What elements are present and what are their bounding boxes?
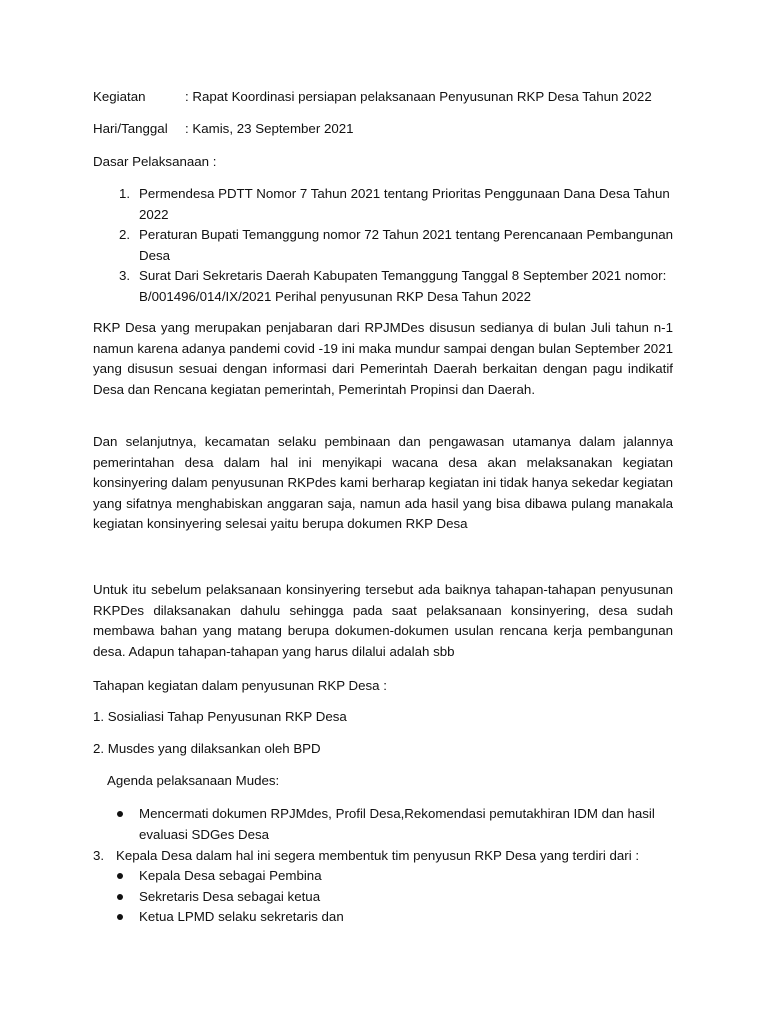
list-number: 2.: [119, 227, 131, 242]
tim-list: [93, 866, 673, 928]
paragraph-2: Dan selanjutnya, kecamatan selaku pembinaan dan pengawasan utamanya dalam jalannya pemerintahan desa dalam hal ini menyikapi wacana desa akan melaksanakan kegiatan konsinyering dalam penyusunan RKPdes kami berharap kegiatan ini tidak hanya sekedar kegiatan yang sifatnya menghabiskan anggaran saja, namun ada hasil yang bisa dibawa pulang manakala kegiatan konsinyering selesai yaitu berupa dokumen RKP Desa: [93, 434, 673, 531]
bullet-icon: [93, 866, 139, 887]
paragraph-1: RKP Desa yang merupakan penjabaran dari RPJMDes disusun sedianya di bulan Juli tahun n-1 namun karena adanya pandemi covid -19 ini maka mundur sampai dengan bulan September 2021 yang disusun sesuai dengan informasi dari Pemerintah Daerah berkaitan dengan pagu indikatif Desa dan Rencana kegiatan pemerintah, Pemerintah Propinsi dan Daerah.: [93, 320, 673, 397]
list-item: [93, 887, 673, 908]
dasar-list: [93, 184, 673, 307]
agenda-list: [93, 804, 673, 845]
list-item-text: Sekretaris Desa sebagai ketua: [139, 888, 321, 904]
tahapan-heading: Tahapan kegiatan dalam penyusunan RKP Desa :: [93, 678, 387, 693]
bullet-icon: [93, 887, 139, 908]
list-item: [93, 266, 673, 307]
dasar-heading: Dasar Pelaksanaan :: [93, 154, 217, 169]
list-item: [93, 184, 673, 225]
list-item-text: Ketua LPMD selaku sekretaris dan: [139, 909, 344, 924]
list-number: 1.: [119, 186, 131, 201]
list-item-text: Permendesa PDTT Nomor 7 Tahun 2021 tentang Prioritas Penggunaan Dana Desa Tahun 2022: [139, 186, 670, 222]
tahapan-step-1: 1. Sosialiasi Tahap Penyusunan RKP Desa: [93, 709, 347, 724]
tahapan-step-3: [93, 846, 673, 867]
bullet-icon: [93, 804, 139, 845]
bullet-icon: [93, 907, 139, 928]
step-3-text: Kepala Desa dalam hal ini segera membentuk tim penyusun RKP Desa yang terdiri dari :: [116, 848, 640, 863]
tanggal-row: [93, 119, 673, 140]
list-item-text: Peraturan Bupati Temanggung nomor 72 Tahun 2021 tentang Perencanaan Pembangunan Desa: [139, 227, 674, 263]
list-item-text: Surat Dari Sekretaris Daerah Kabupaten Temanggung Tanggal 8 September 2021 nomor: B/001496/014/IX/2021 Perihal penyusunan RKP Desa Tahun 2022: [139, 268, 667, 304]
list-number: 3.: [119, 268, 131, 283]
list-item: [93, 907, 673, 928]
list-item: [93, 225, 673, 266]
list-number: 3.: [93, 848, 105, 863]
tanggal-label: Hari/Tanggal: [93, 121, 168, 136]
list-item-text: Mencermati dokumen RPJMdes, Profil Desa,Rekomendasi pemutakhiran IDM dan hasil evaluasi SDGes Desa: [139, 806, 655, 842]
kegiatan-value: : Rapat Koordinasi persiapan pelaksanaan Penyusunan RKP Desa Tahun 2022: [185, 89, 652, 104]
paragraph-3: Untuk itu sebelum pelaksanaan konsinyering tersebut ada baiknya tahapan-tahapan penyusunan RKPDes dilaksanakan dahulu sehingga pada saat pelaksanaan konsinyering, desa sudah membawa bahan yang matang berupa dokumen-dokumen usulan rencana kerja pembangunan desa. Adapun tahapan-tahapan yang harus dilalui adalah sbb: [93, 582, 673, 659]
list-item: [93, 866, 673, 887]
list-item-text: Kepala Desa sebagai Pembina: [139, 868, 322, 883]
agenda-heading: Agenda pelaksanaan Mudes:: [107, 773, 280, 788]
kegiatan-row: [93, 87, 673, 108]
kegiatan-label: Kegiatan: [93, 89, 146, 104]
tahapan-step-2: 2. Musdes yang dilaksankan oleh BPD: [93, 741, 321, 756]
tanggal-value: : Kamis, 23 September 2021: [185, 121, 354, 136]
list-item: [93, 804, 673, 845]
